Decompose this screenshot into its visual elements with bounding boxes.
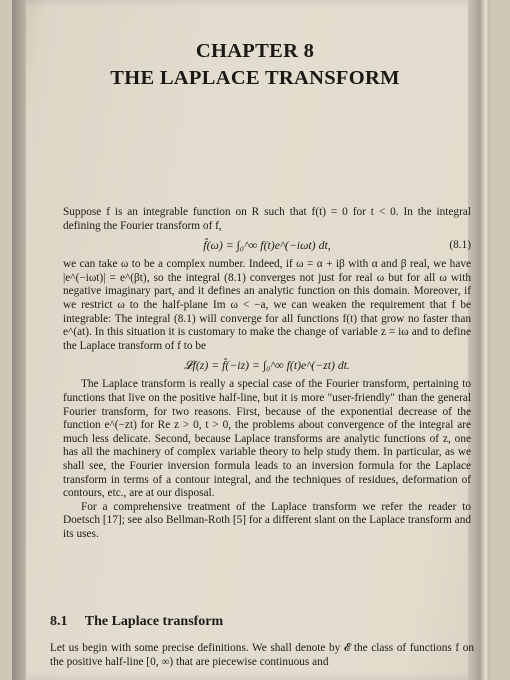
paragraph-definitions: Let us begin with some precise definitions. We shall denote by 𝓔 the class of functions f on the positive half-line [0, ∞) that are piecewise continuous and: [50, 642, 474, 668]
equation-number: (8.1): [449, 239, 471, 252]
section-title: The Laplace transform: [84, 614, 224, 629]
paragraph-complex-omega: we can take ω to be a complex number. Indeed, if ω = α + iβ with α and β real, we have |e^(−iωt)| = e^(βt), so the integral (8.1) converges not just for real ω but for all ω with negative imaginary part, and it defines an analytic function on this domain. Moreover, if we restrict ω to the half-plane Im ω < −a, we can weaken the requirement that f be integrable: The integral (8.1) will converge for all functions f(t) that grow no faster than e^(at). In this situation it is customary to make the change of variable z = iω and to define the Laplace transform of f to be: [63, 258, 471, 352]
equation-laplace-formula: 𝓛f(z) = f̂(−iz) = ∫₀^∞ f(t)e^(−zt) dt.: [183, 358, 351, 373]
equation-8-1-formula: f̂(ω) = ∫₀^∞ f(t)e^(−iωt) dt,: [203, 238, 331, 253]
section-heading: [50, 614, 223, 630]
paragraph-intro: Suppose f is an integrable function on R such that f(t) = 0 for t < 0. In the integral defining the Fourier transform of f,: [63, 206, 471, 232]
section-body: [50, 642, 474, 669]
section-number: 8.1: [50, 614, 68, 629]
paragraph-special-case: The Laplace transform is really a special case of the Fourier transform, pertaining to functions that live on the positive half-line, but it is more "user-friendly" than the general Fourier transform, for two reasons. First, because of the exponential decrease of the function e^(−zt) for Re z > 0, t > 0, the problems about convergence of the integral are much less delicate. Second, because Laplace transforms are analytic functions of z, one has all the machinery of complex variable theory to help study them. In particular, as we shall see, the Fourier inversion formula leads to an inversion formula for the Laplace transform in terms of a contour integral, and the techniques of residues, deformation of contours, etc., are at our disposal.: [63, 378, 471, 500]
chapter-body: [63, 206, 471, 541]
equation-8-1: [63, 236, 471, 254]
equation-laplace-definition: [63, 356, 471, 374]
chapter-heading: [0, 38, 510, 92]
paragraph-references: For a comprehensive treatment of the Laplace transform we refer the reader to Doetsch [17]; see also Bellman-Roth [5] for a different slant on the Laplace transform and its uses.: [63, 500, 471, 540]
chapter-number: CHAPTER 8: [195, 40, 315, 62]
page-stack-edge: [468, 0, 490, 680]
chapter-title: THE LAPLACE TRANSFORM: [110, 67, 400, 89]
page-gutter-shadow: [12, 0, 26, 680]
